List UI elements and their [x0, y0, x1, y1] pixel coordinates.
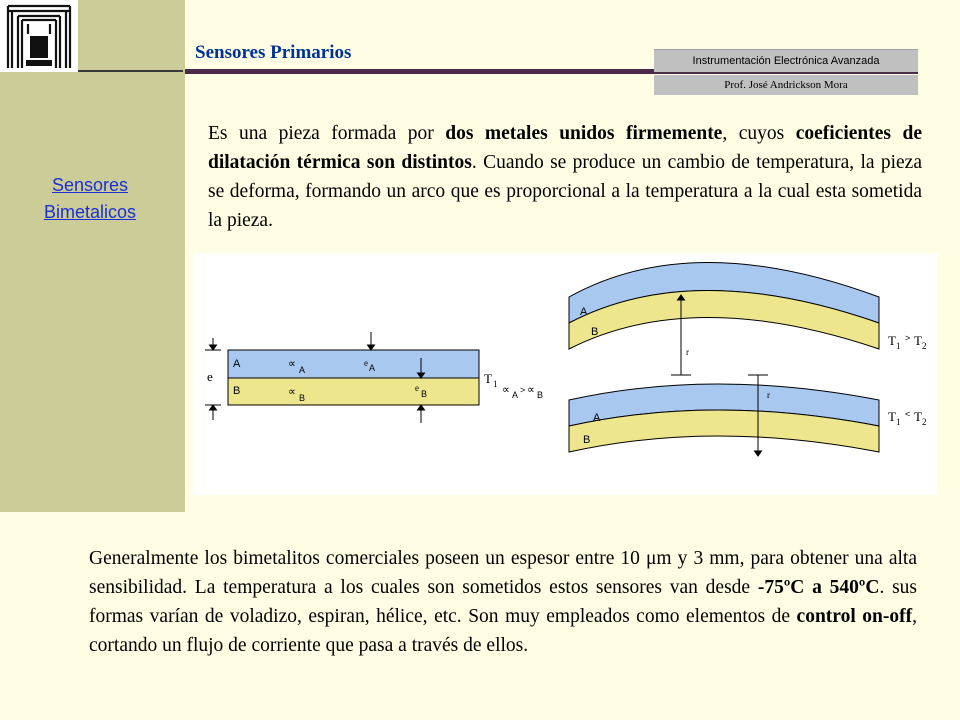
- alpha-a-subscript: A: [299, 365, 306, 375]
- cmp-sub-b: B: [537, 390, 544, 400]
- link-line-2: Bimetalicos: [43, 202, 137, 222]
- arc1-gt: >: [905, 333, 911, 343]
- sidebar-link-bimetalicos[interactable]: [20, 172, 160, 226]
- arc2-t2: T: [914, 409, 922, 424]
- cmp-gt: >: [520, 385, 526, 395]
- eb-e: e: [415, 383, 419, 393]
- link-line-1: Sensores: [51, 175, 129, 195]
- alpha-b-symbol: ∝: [288, 386, 296, 398]
- arc2-t2-sub: 2: [922, 417, 927, 427]
- eb-sub: B: [421, 389, 428, 399]
- t1-sub: 1: [493, 379, 498, 389]
- arc1-a-label: A: [580, 306, 588, 318]
- page-title: Sensores Primarios: [195, 42, 352, 63]
- sidebar: [0, 0, 185, 512]
- arc2-t1: T: [888, 409, 896, 424]
- arc2-r-label: r: [767, 390, 770, 400]
- intro-paragraph: Es una pieza formada por dos metales unidos firmemente, cuyos coeficientes de dilatación térmica son distintos. Cuando se produce un cambio de temperatura, la pieza se deforma, formando un arco que es proporcional a la temperatura a la cual esta sometida la pieza.: [208, 123, 922, 231]
- bimetal-diagram: [193, 253, 938, 495]
- arc1-t1-sub: 1: [896, 341, 901, 351]
- cmp-alpha-a: ∝: [502, 384, 510, 396]
- institution-logo: [0, 0, 78, 72]
- alpha-b-subscript: B: [299, 393, 306, 403]
- course-label: Instrumentación Electrónica Avanzada: [654, 49, 918, 72]
- arc2-b-label: B: [583, 434, 591, 446]
- layer-b-label: B: [233, 385, 241, 397]
- arc-hot-strip: [569, 263, 879, 350]
- arc1-t2-sub: 2: [922, 341, 927, 351]
- ea-sub: A: [369, 363, 376, 373]
- arc2-lt: <: [905, 409, 911, 419]
- professor-label: Prof. José Andrickson Mora: [654, 75, 918, 95]
- cmp-alpha-b: ∝: [527, 384, 535, 396]
- flat-bimetal-strip: [228, 350, 479, 405]
- t1-label: T: [484, 371, 492, 386]
- alpha-a-symbol: ∝: [288, 358, 296, 370]
- ea-e: e: [364, 358, 368, 368]
- header-rule-left: [78, 70, 183, 72]
- arc2-a-label: A: [593, 412, 601, 424]
- arc1-b-label: B: [591, 326, 599, 338]
- layer-a-label: A: [233, 358, 241, 370]
- arc1-t1: T: [888, 333, 896, 348]
- arc1-t2: T: [914, 333, 922, 348]
- arc1-r-label: r: [686, 347, 689, 357]
- thickness-label: e: [207, 369, 213, 384]
- logo-icon: [0, 0, 78, 72]
- layer-a-thickness-arrow: [368, 332, 375, 350]
- arc2-t1-sub: 1: [896, 417, 901, 427]
- arc-cold-strip: [569, 384, 879, 452]
- cmp-sub-a: A: [512, 390, 519, 400]
- details-paragraph: Generalmente los bimetalitos comerciales poseen un espesor entre 10 μm y 3 mm, para obtener una alta sensibilidad. La temperatura a los cuales son sometidos estos sensores van desde -75ºC a 540ºC. sus formas varían de voladizo, espiran, hélice, etc. Son muy empleados como elementos de control on-off, cortando un flujo de corriente que pasa a través de ellos.: [89, 548, 918, 656]
